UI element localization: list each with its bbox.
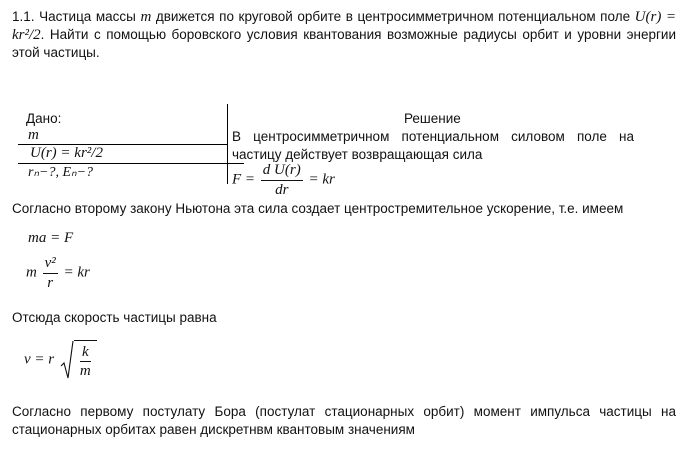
centripetal-equation (26, 255, 90, 291)
force-formula (232, 162, 335, 198)
find-values: rₙ−?, Eₙ−? (28, 165, 94, 180)
potential-formula: U(r) = kr²/2 (12, 9, 676, 44)
force-fraction (261, 162, 303, 198)
force-right: = kr (308, 171, 335, 188)
solution-label: Решение (404, 111, 461, 126)
problem-statement (12, 8, 676, 63)
velocity-numerator: k (80, 344, 91, 363)
velocity-text: Отсюда скорость частицы равна (12, 310, 217, 325)
given-label: Дано: (26, 111, 62, 126)
bohr-postulate-text: Согласно первому постулату Бора (постулат стационарных орбит) момент импульса частицы на стационарных орбитах равен дискретнвм квантовым значениям (12, 404, 676, 438)
mass-symbol: m (140, 9, 152, 25)
mv-numerator: v² (43, 255, 58, 274)
force-left: F = (232, 171, 256, 188)
radical-sign-icon (60, 340, 74, 380)
horizontal-divider-lower (18, 163, 244, 164)
solution-force-text: В центросимметричном потенциальном силовом поле на частицу действует возвращающая сила (232, 129, 634, 163)
mv-left: m (26, 264, 37, 281)
velocity-fraction (80, 344, 91, 380)
vertical-divider (227, 104, 228, 184)
velocity-denominator: m (79, 363, 91, 379)
square-root (60, 340, 97, 380)
problem-text-part2: движется по круговой орбите в центросимметричном потенциальном поле (151, 9, 635, 24)
force-numerator: d U(r) (261, 162, 303, 181)
given-mass: m (28, 127, 39, 143)
square-root-body (74, 340, 97, 380)
mv-fraction (43, 255, 58, 291)
mv-denominator: r (47, 274, 54, 291)
horizontal-divider-upper (18, 144, 227, 145)
problem-text-part3: . Найти с помощью боровского условия квантования возможные радиусы орбит и уровни энергии этой частицы. (12, 27, 676, 61)
force-denominator: dr (275, 181, 289, 198)
mv-right: = kr (63, 264, 90, 281)
newton-law-text: Согласно второму закону Ньютона эта сила создает центростремительное ускорение, т.е. имеем (12, 201, 624, 216)
velocity-left: v = r (24, 351, 55, 368)
problem-number: 1.1. (12, 9, 35, 24)
problem-text-part1: Частица массы (34, 9, 141, 24)
given-potential: U(r) = kr²/2 (30, 145, 103, 161)
velocity-equation (24, 340, 97, 380)
ma-equation: ma = F (28, 230, 74, 246)
